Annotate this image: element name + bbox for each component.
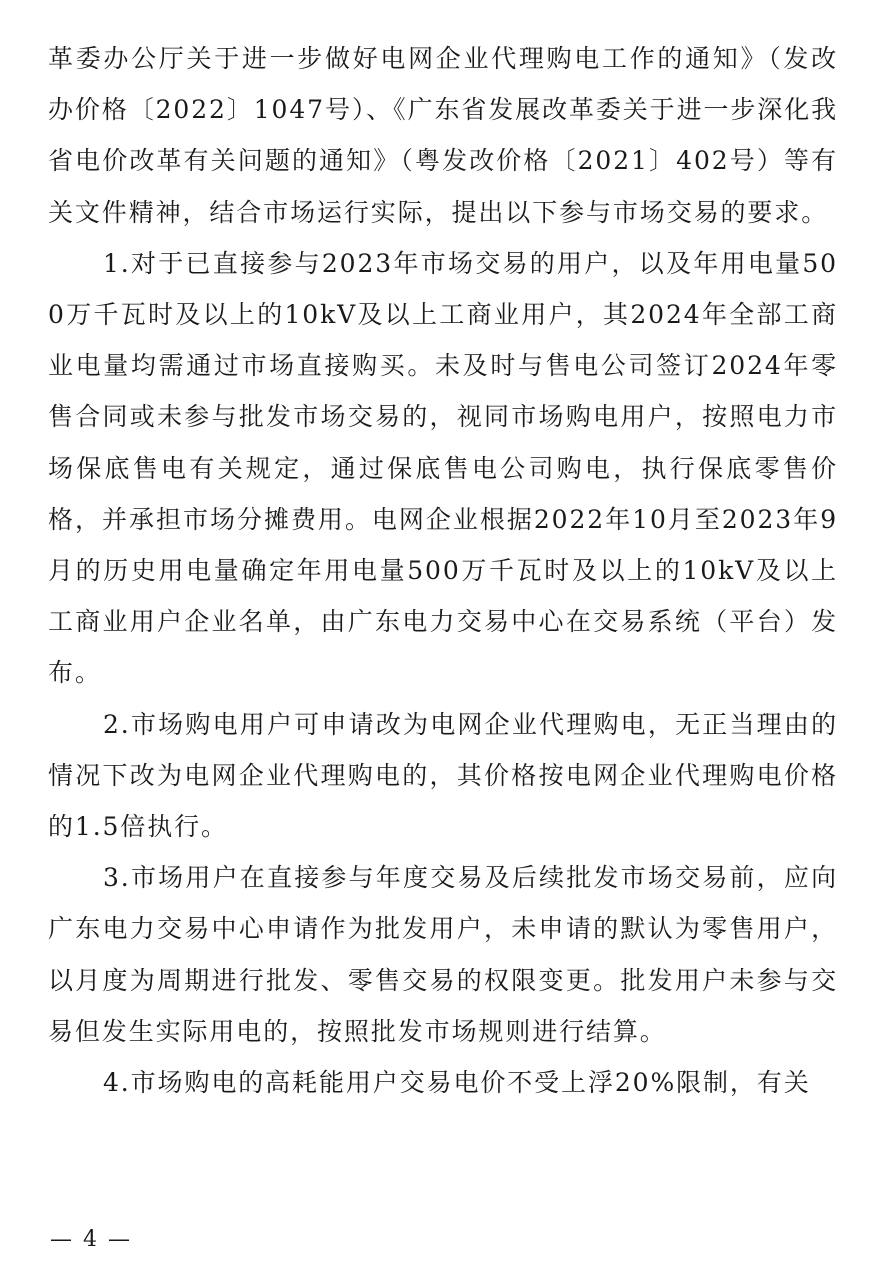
paragraph-item-3: 3.市场用户在直接参与年度交易及后续批发市场交易前，应向广东电力交易中心申请作为批发用户，未申请的默认为零售用户，以月度为周期进行批发、零售交易的权限变更。批发用户未参与交易但发生实际用电的，按照批发市场规则进行结算。 xyxy=(48,863,838,1046)
body-text xyxy=(48,33,838,1108)
paragraph-continuation: 革委办公厅关于进一步做好电网企业代理购电工作的通知》（发改办价格〔2022〕1047号）、《广东省发展改革委关于进一步深化我省电价改革有关问题的通知》（粤发改价格〔2021〕402号）等有关文件精神，结合市场运行实际，提出以下参与市场交易的要求。 xyxy=(48,44,838,227)
paragraph-item-4: 4.市场购电的高耗能用户交易电价不受上浮20%限制，有关 xyxy=(103,1068,811,1098)
page-number: — 4 — xyxy=(50,1227,132,1252)
paragraph-item-2: 2.市场购电用户可申请改为电网企业代理购电，无正当理由的情况下改为电网企业代理购电的，其价格按电网企业代理购电价格的1.5倍执行。 xyxy=(48,709,838,842)
paragraph-item-1: 1.对于已直接参与2023年市场交易的用户，以及年用电量500万千瓦时及以上的10kV及以上工商业用户，其2024年全部工商业电量均需通过市场直接购买。未及时与售电公司签订2024年零售合同或未参与批发市场交易的，视同市场购电用户，按照电力市场保底售电有关规定，通过保底售电公司购电，执行保底零售价格，并承担市场分摊费用。电网企业根据2022年10月至2023年9月的历史用电量确定年用电量500万千瓦时及以上的10kV及以上工商业用户企业名单，由广东电力交易中心在交易系统（平台）发布。 xyxy=(48,248,838,688)
